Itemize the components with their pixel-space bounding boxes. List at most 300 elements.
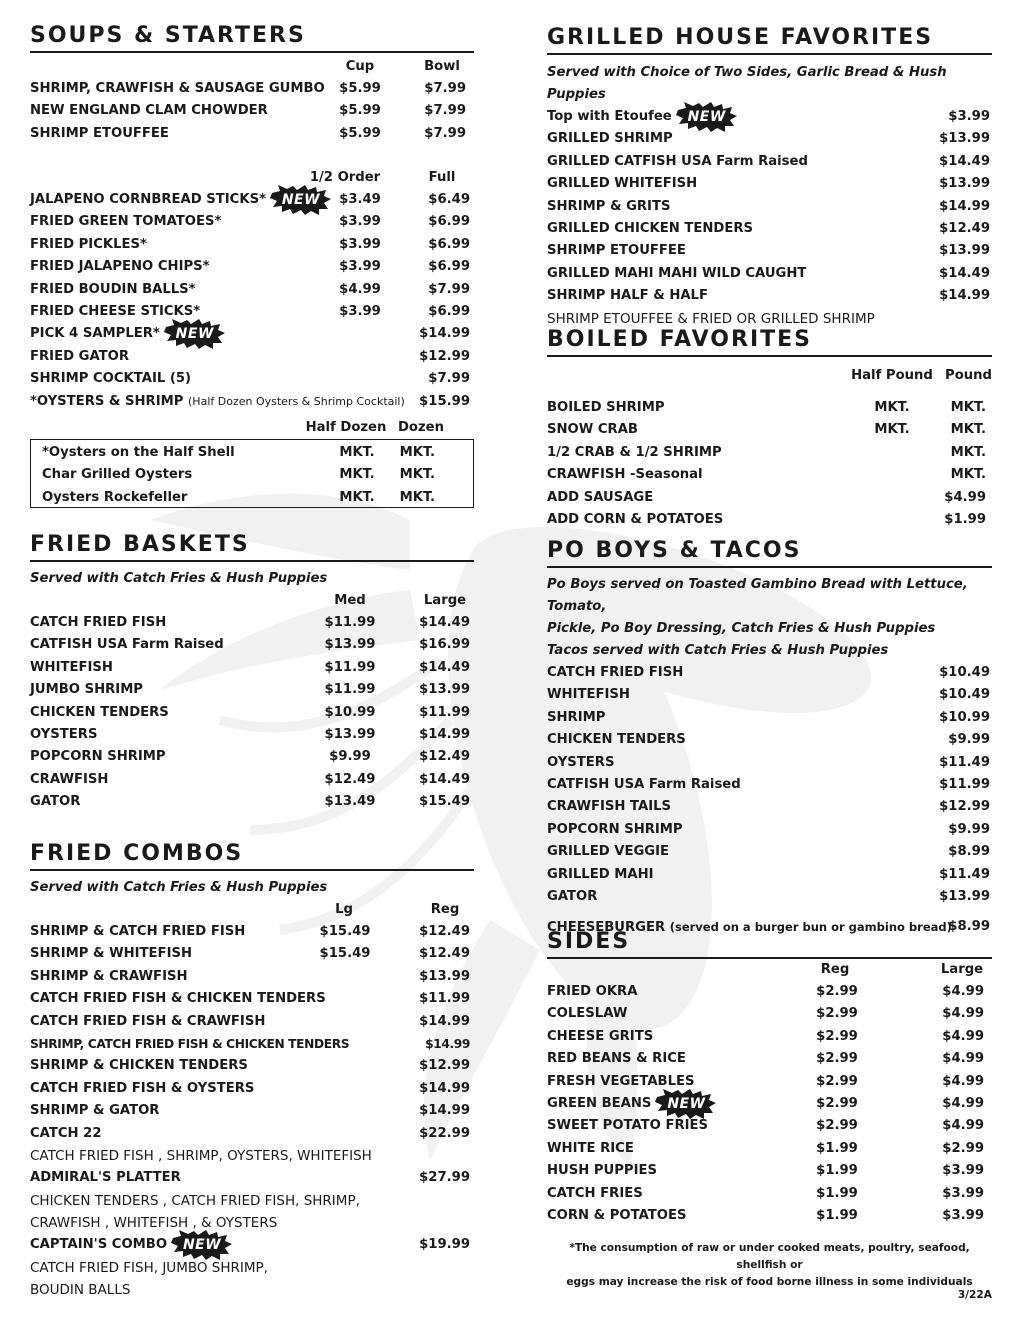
item-price: $14.49 (939, 265, 990, 281)
item-price: $12.99 (419, 1058, 470, 1074)
item-price: $14.99 (419, 1013, 470, 1029)
item-name: SHRIMP & WHITEFISH (30, 946, 193, 962)
menu-item (547, 729, 992, 751)
item-price: $4.99 (942, 984, 984, 999)
item-price-a: $13.49 (324, 794, 376, 810)
item-name: CATFISH USA Farm Raised (30, 637, 224, 653)
poboys-subtitle-3: Tacos served with Catch Fries & Hush Puppies (547, 643, 889, 658)
item-price-a: $9.99 (329, 749, 371, 765)
item-name: GRILLED SHRIMP (547, 131, 673, 147)
grilled-section (547, 24, 992, 55)
item-price-a: $11.99 (324, 659, 376, 675)
item-name: GRILLED MAHI (547, 866, 654, 882)
col-header-reg: Reg (820, 962, 850, 977)
menu-item (30, 256, 474, 278)
poboys-subtitle-2: Pickle, Po Boy Dressing, Catch Fries & Hush Puppies (547, 621, 936, 636)
item-price-a: MKT. (339, 467, 375, 483)
menu-item (547, 128, 992, 150)
item-name: FRIED CHEESE STICKS* (30, 303, 201, 319)
item-name: BOUDIN BALLS (30, 1282, 131, 1299)
menu-item (30, 1123, 474, 1145)
col-header-large: Large (940, 962, 984, 977)
item-name: SHRIMP COCKTAIL (5) (30, 371, 192, 387)
item-name: CATFISH USA Farm Raised (547, 776, 741, 792)
item-name: FRIED PICKLES* (30, 236, 147, 252)
item-price: $12.49 (419, 749, 470, 765)
menu-item (30, 346, 474, 368)
menu-item (30, 279, 474, 301)
col-header-half-order: 1/2 Order (309, 170, 381, 185)
item-name: Char Grilled Oysters (42, 467, 193, 483)
item-price-a: $1.99 (816, 1140, 858, 1156)
menu-code: 3/22A (957, 1289, 992, 1301)
menu-item (547, 1093, 992, 1115)
item-price: $13.99 (939, 176, 990, 192)
menu-item (547, 1205, 992, 1227)
menu-item (30, 1212, 474, 1234)
menu-item (547, 106, 992, 128)
item-price: MKT. (950, 467, 986, 483)
menu-item (30, 1145, 474, 1167)
item-price-a: $2.99 (816, 1118, 858, 1134)
item-price: $3.99 (948, 109, 990, 124)
col-header-full: Full (428, 170, 456, 185)
item-name: CHEESE GRITS (547, 1028, 654, 1044)
item-price: $11.99 (419, 991, 470, 1007)
menu-item (547, 1138, 992, 1160)
item-name: SHRIMP ETOUFFEE (30, 125, 169, 141)
menu-item (30, 234, 474, 256)
item-price: $8.99 (948, 919, 990, 935)
menu-item (547, 509, 992, 531)
menu-item (30, 301, 474, 323)
menu-item (547, 796, 992, 818)
item-price-a: $5.99 (339, 103, 381, 119)
item-name: SHRIMP, CATCH FRIED FISH & CHICKEN TENDERS (30, 1036, 350, 1051)
item-price: $6.99 (428, 236, 470, 252)
item-price-a: MKT. (339, 489, 375, 505)
item-price-a: $13.99 (324, 726, 376, 742)
menu-item (30, 391, 474, 413)
menu-item (547, 442, 992, 464)
menu-item (30, 323, 474, 345)
new-badge-label: NEW (175, 326, 214, 343)
baskets-list (30, 568, 474, 814)
item-price-a: $3.99 (339, 259, 381, 275)
item-price: $4.99 (942, 1073, 984, 1089)
item-price: $16.99 (419, 637, 470, 653)
menu-item (30, 211, 474, 233)
item-name: CATCH FRIED FISH & OYSTERS (30, 1080, 255, 1096)
item-name: FRESH VEGETABLES (547, 1073, 695, 1089)
menu-item (547, 487, 992, 509)
item-name: CHICKEN TENDERS , CATCH FRIED FISH, SHRIMP, (30, 1192, 360, 1209)
item-price: $12.49 (419, 946, 470, 962)
item-name: WHITE RICE (547, 1140, 634, 1156)
sides-title: SIDES (547, 929, 631, 954)
item-price: $4.99 (942, 1118, 984, 1134)
soups-title: SOUPS & STARTERS (30, 23, 306, 48)
soups-list (30, 56, 474, 145)
menu-item (30, 1279, 474, 1301)
item-price: $13.99 (939, 888, 990, 904)
item-price-a: $12.49 (324, 771, 376, 787)
baskets-rule (30, 560, 474, 562)
menu-item (30, 1257, 474, 1279)
item-price: $3.99 (942, 1163, 984, 1179)
item-name: SHRIMP & CRAWFISH (30, 968, 188, 984)
item-name: JUMBO SHRIMP (30, 682, 143, 698)
menu-item (547, 841, 992, 863)
boiled-title: BOILED FAVORITES (547, 327, 813, 352)
col-header-bowl: Bowl (424, 59, 460, 74)
item-price: $4.99 (942, 1095, 984, 1111)
boiled-rule (547, 355, 992, 357)
item-price: $13.99 (419, 968, 470, 984)
item-price: MKT. (950, 422, 986, 438)
menu-item (547, 864, 992, 886)
item-price-a: $2.99 (816, 1073, 858, 1089)
item-price: $4.99 (942, 1006, 984, 1022)
item-price: $14.99 (939, 288, 990, 304)
item-price-a: $2.99 (816, 984, 858, 999)
combos-subtitle: Served with Catch Fries & Hush Puppies (30, 880, 328, 895)
combos-title: FRIED COMBOS (30, 841, 244, 866)
poboys-section (547, 537, 992, 568)
item-price: $10.49 (939, 687, 990, 703)
item-price: $14.99 (419, 1103, 470, 1119)
menu-item (30, 943, 474, 965)
menu-item (547, 684, 992, 706)
menu-item (547, 1183, 992, 1205)
oysters-box (30, 439, 474, 508)
item-name: FRIED JALAPENO CHIPS* (30, 259, 210, 275)
item-price: $12.99 (419, 348, 470, 364)
menu-item (547, 1160, 992, 1182)
item-name: CATCH FRIED FISH , SHRIMP, OYSTERS, WHITEFISH (30, 1147, 372, 1164)
sides-list (547, 959, 992, 1227)
menu-item (30, 1078, 474, 1100)
item-name: SHRIMP, CRAWFISH & SAUSAGE GUMBO (30, 81, 325, 96)
item-name: PICK 4 SAMPLER* NEW (30, 323, 160, 345)
item-price: MKT. (399, 467, 435, 483)
new-badge-label: NEW (281, 192, 321, 208)
menu-item (547, 218, 992, 240)
menu-item (547, 419, 992, 441)
item-name: OYSTERS (547, 754, 615, 770)
new-badge-label: NEW (182, 1237, 222, 1254)
item-price: $1.99 (944, 511, 986, 527)
menu-item (30, 966, 474, 988)
item-price-a: MKT. (874, 400, 910, 415)
item-price-a: $3.49 (339, 192, 381, 207)
menu-item (547, 819, 992, 841)
item-name: WHITEFISH (547, 687, 630, 703)
menu-item (42, 442, 473, 464)
menu-item (547, 1048, 992, 1070)
item-name: CATCH FRIED FISH (30, 615, 167, 630)
poboys-title: PO BOYS & TACOS (547, 538, 802, 563)
menu-item (547, 752, 992, 774)
menu-item (547, 173, 992, 195)
poboys-subtitle-1: Po Boys served on Toasted Gambino Bread with Lettuce, Tomato, (547, 577, 968, 614)
baskets-header-row (30, 590, 474, 612)
item-price-a: $4.99 (339, 281, 381, 297)
item-price: $19.99 (419, 1237, 470, 1253)
new-badge-label: NEW (687, 109, 726, 125)
item-name: CHICKEN TENDERS (30, 704, 169, 720)
item-price: $10.99 (939, 709, 990, 725)
item-price-a: $2.99 (816, 1095, 858, 1111)
item-price: $14.99 (419, 1080, 470, 1096)
item-price: $10.49 (939, 665, 990, 680)
col-header-lg: Lg (335, 902, 353, 917)
menu-item (547, 151, 992, 173)
item-price: $6.99 (428, 303, 470, 319)
item-price-a: $2.99 (816, 1006, 858, 1022)
item-price: $14.99 (419, 726, 470, 742)
menu-item (30, 1190, 474, 1212)
item-name: 1/2 CRAB & 1/2 SHRIMP (547, 444, 722, 460)
item-price-a: $1.99 (816, 1163, 858, 1179)
menu-item (30, 123, 474, 145)
item-price: $13.99 (939, 131, 990, 147)
item-price: MKT. (399, 445, 435, 460)
starters-header-row (30, 167, 474, 189)
item-name: POPCORN SHRIMP (30, 749, 166, 765)
menu-item (547, 263, 992, 285)
menu-item (547, 1003, 992, 1025)
item-name: NEW ENGLAND CLAM CHOWDER (30, 103, 268, 119)
item-price: $11.99 (939, 776, 990, 792)
sides-header-row (547, 959, 992, 981)
item-name: SHRIMP HALF & HALF (547, 288, 708, 304)
footnote-line-2: eggs may increase the risk of food borne illness in some individuals (566, 1276, 973, 1288)
soups-rule (30, 51, 474, 53)
item-name: GREEN BEANS NEW (547, 1093, 651, 1115)
menu-item (547, 196, 992, 218)
item-name: CATCH FRIED FISH, JUMBO SHRIMP, (30, 1259, 268, 1276)
item-price: $14.49 (939, 153, 990, 169)
item-name: GRILLED WHITEFISH (547, 176, 698, 192)
item-name: FRIED GATOR (30, 348, 129, 364)
item-name: GATOR (30, 794, 81, 810)
grilled-title: GRILLED HOUSE FAVORITES (547, 25, 934, 50)
poboys-rule (547, 566, 992, 568)
menu-item (30, 1100, 474, 1122)
item-name: RED BEANS & RICE (547, 1051, 686, 1067)
col-header-cup: Cup (345, 59, 375, 74)
menu-item (547, 240, 992, 262)
menu-item (547, 1115, 992, 1137)
item-price-a: $10.99 (324, 704, 376, 720)
menu-item (547, 285, 992, 307)
item-name: CATCH FRIED FISH & CHICKEN TENDERS (30, 991, 326, 1007)
menu-item (30, 78, 474, 100)
menu-item (30, 634, 474, 656)
item-price: $15.49 (419, 794, 470, 810)
new-badge-label: NEW (667, 1095, 706, 1112)
menu-item (547, 707, 992, 729)
col-header-pound: Pound (945, 368, 992, 383)
item-price-a: $5.99 (339, 125, 381, 141)
item-name: ADD SAUSAGE (547, 489, 654, 505)
item-price-a: $1.99 (816, 1207, 858, 1223)
item-name: SHRIMP & GRITS (547, 198, 671, 214)
menu-item (30, 921, 474, 943)
item-name: ADD CORN & POTATOES (547, 511, 724, 527)
boiled-header-row (547, 365, 992, 387)
grilled-rule (547, 53, 992, 55)
item-name: OYSTERS (30, 726, 98, 742)
menu-item (547, 886, 992, 908)
combos-rule (30, 869, 474, 871)
item-price: $12.99 (939, 799, 990, 815)
item-name: HUSH PUPPIES (547, 1163, 657, 1179)
item-price-a: $15.49 (319, 924, 371, 939)
menu-item (30, 657, 474, 679)
item-price: $14.49 (419, 659, 470, 675)
item-name: SHRIMP ETOUFFEE & FRIED OR GRILLED SHRIMP (547, 310, 875, 327)
item-name: GRILLED CATFISH USA Farm Raised (547, 153, 808, 169)
item-price: $7.99 (424, 81, 466, 96)
item-price-a: $2.99 (816, 1051, 858, 1067)
item-name: FRIED OKRA (547, 984, 638, 999)
item-price: $4.99 (944, 489, 986, 505)
item-price: $14.99 (939, 198, 990, 214)
item-name: *OYSTERS & SHRIMP (Half Dozen Oysters & Shrimp Cocktail) (30, 393, 405, 409)
menu-item (547, 774, 992, 796)
baskets-title: FRIED BASKETS (30, 532, 250, 557)
col-header-dozen: Dozen (397, 420, 444, 435)
item-name: SNOW CRAB (547, 422, 638, 438)
item-name: CRAWFISH -Seasonal (547, 467, 703, 483)
menu-item (30, 791, 474, 813)
item-name: SHRIMP (547, 709, 606, 725)
oysters-header-row (30, 417, 474, 439)
item-price: $9.99 (948, 732, 990, 748)
menu-item (30, 702, 474, 724)
menu-item (547, 1071, 992, 1093)
item-name: BOILED SHRIMP (547, 400, 665, 415)
col-header-half-dozen: Half Dozen (305, 420, 387, 435)
item-price: $7.99 (428, 371, 470, 387)
footnote-line-1: *The consumption of raw or under cooked meats, poultry, seafood, shellfish or (569, 1242, 970, 1271)
item-price-a: $2.99 (816, 1028, 858, 1044)
item-price: MKT. (950, 400, 986, 415)
sides-section (547, 928, 992, 959)
item-note: (Half Dozen Oysters & Shrimp Cocktail) (188, 394, 405, 408)
col-header-reg: Reg (430, 902, 460, 917)
item-name: CHICKEN TENDERS (547, 732, 686, 748)
item-name: SHRIMP ETOUFFEE (547, 243, 686, 259)
menu-item (547, 662, 992, 684)
combos-header-row (30, 899, 474, 921)
item-price: $12.49 (419, 924, 470, 939)
item-note: (served on a burger bun or gambino bread) (669, 920, 952, 935)
item-price-a: $3.99 (339, 214, 381, 230)
item-price: $12.49 (939, 220, 990, 236)
item-name: *Oysters on the Half Shell (42, 445, 235, 460)
item-name: JALAPENO CORNBREAD STICKS* NEW (30, 189, 266, 211)
item-name: CHEESEBURGER (served on a burger bun or gambino bread) (547, 920, 952, 936)
item-name: FRIED GREEN TOMATOES* (30, 214, 222, 230)
menu-item (42, 464, 473, 486)
menu-item (30, 189, 474, 211)
menu-item (30, 1033, 474, 1055)
item-name: WHITEFISH (30, 659, 113, 675)
item-price: MKT. (399, 489, 435, 505)
item-name: GRILLED MAHI MAHI WILD CAUGHT (547, 265, 807, 281)
oysters-list (30, 417, 474, 439)
combos-list (30, 877, 474, 1302)
item-price: $15.99 (419, 393, 470, 409)
item-name: CATCH FRIED FISH (547, 665, 684, 680)
item-price: $8.99 (948, 844, 990, 860)
item-price: $9.99 (948, 821, 990, 837)
menu-item (547, 1026, 992, 1048)
item-price: $3.99 (942, 1185, 984, 1201)
item-price: $7.99 (424, 103, 466, 119)
soups-section (30, 22, 474, 53)
poboys-list (547, 574, 992, 939)
item-name: CATCH FRIES (547, 1185, 643, 1201)
item-price: $13.99 (939, 243, 990, 259)
item-name: FRIED BOUDIN BALLS* (30, 281, 196, 297)
item-price: $14.99 (419, 326, 470, 342)
item-price-a: $5.99 (339, 81, 381, 96)
item-name: SHRIMP & CHICKEN TENDERS (30, 1058, 248, 1074)
item-price-a: MKT. (874, 422, 910, 438)
item-price-a: $11.99 (324, 682, 376, 698)
item-name: CORN & POTATOES (547, 1207, 687, 1223)
menu-item (547, 981, 992, 1003)
col-header-large: Large (423, 593, 467, 608)
item-price: $14.49 (419, 771, 470, 787)
item-price: $11.99 (419, 704, 470, 720)
item-name: SHRIMP & CATCH FRIED FISH (30, 924, 246, 939)
item-price: $14.99 (425, 1036, 470, 1051)
item-price: $27.99 (419, 1170, 470, 1186)
item-price: $4.99 (942, 1051, 984, 1067)
item-price: $7.99 (424, 125, 466, 141)
item-name: SHRIMP & GATOR (30, 1103, 160, 1119)
item-name: COLESLAW (547, 1006, 628, 1022)
item-price: $3.99 (942, 1207, 984, 1223)
item-name: CATCH 22 (30, 1125, 102, 1141)
item-price: $13.99 (419, 682, 470, 698)
menu-item (42, 487, 473, 509)
boiled-section (547, 326, 992, 357)
item-price-a: $15.49 (319, 946, 371, 962)
starters-list (30, 167, 474, 413)
item-name: ADMIRAL'S PLATTER (30, 1170, 181, 1186)
menu-item (30, 746, 474, 768)
menu-item (30, 368, 474, 390)
item-name: CRAWFISH , WHITEFISH , & OYSTERS (30, 1215, 278, 1232)
menu-item (30, 100, 474, 122)
item-price: $2.99 (942, 1140, 984, 1156)
item-price: $14.49 (419, 615, 470, 630)
menu-code-wrap (547, 1283, 992, 1302)
menu-item (30, 1011, 474, 1033)
item-price-a: $3.99 (339, 303, 381, 319)
menu-item (547, 464, 992, 486)
item-name: CAPTAIN'S COMBO NEW (30, 1234, 167, 1256)
menu-item (30, 1055, 474, 1077)
item-price: $7.99 (428, 281, 470, 297)
item-price: $6.99 (428, 259, 470, 275)
